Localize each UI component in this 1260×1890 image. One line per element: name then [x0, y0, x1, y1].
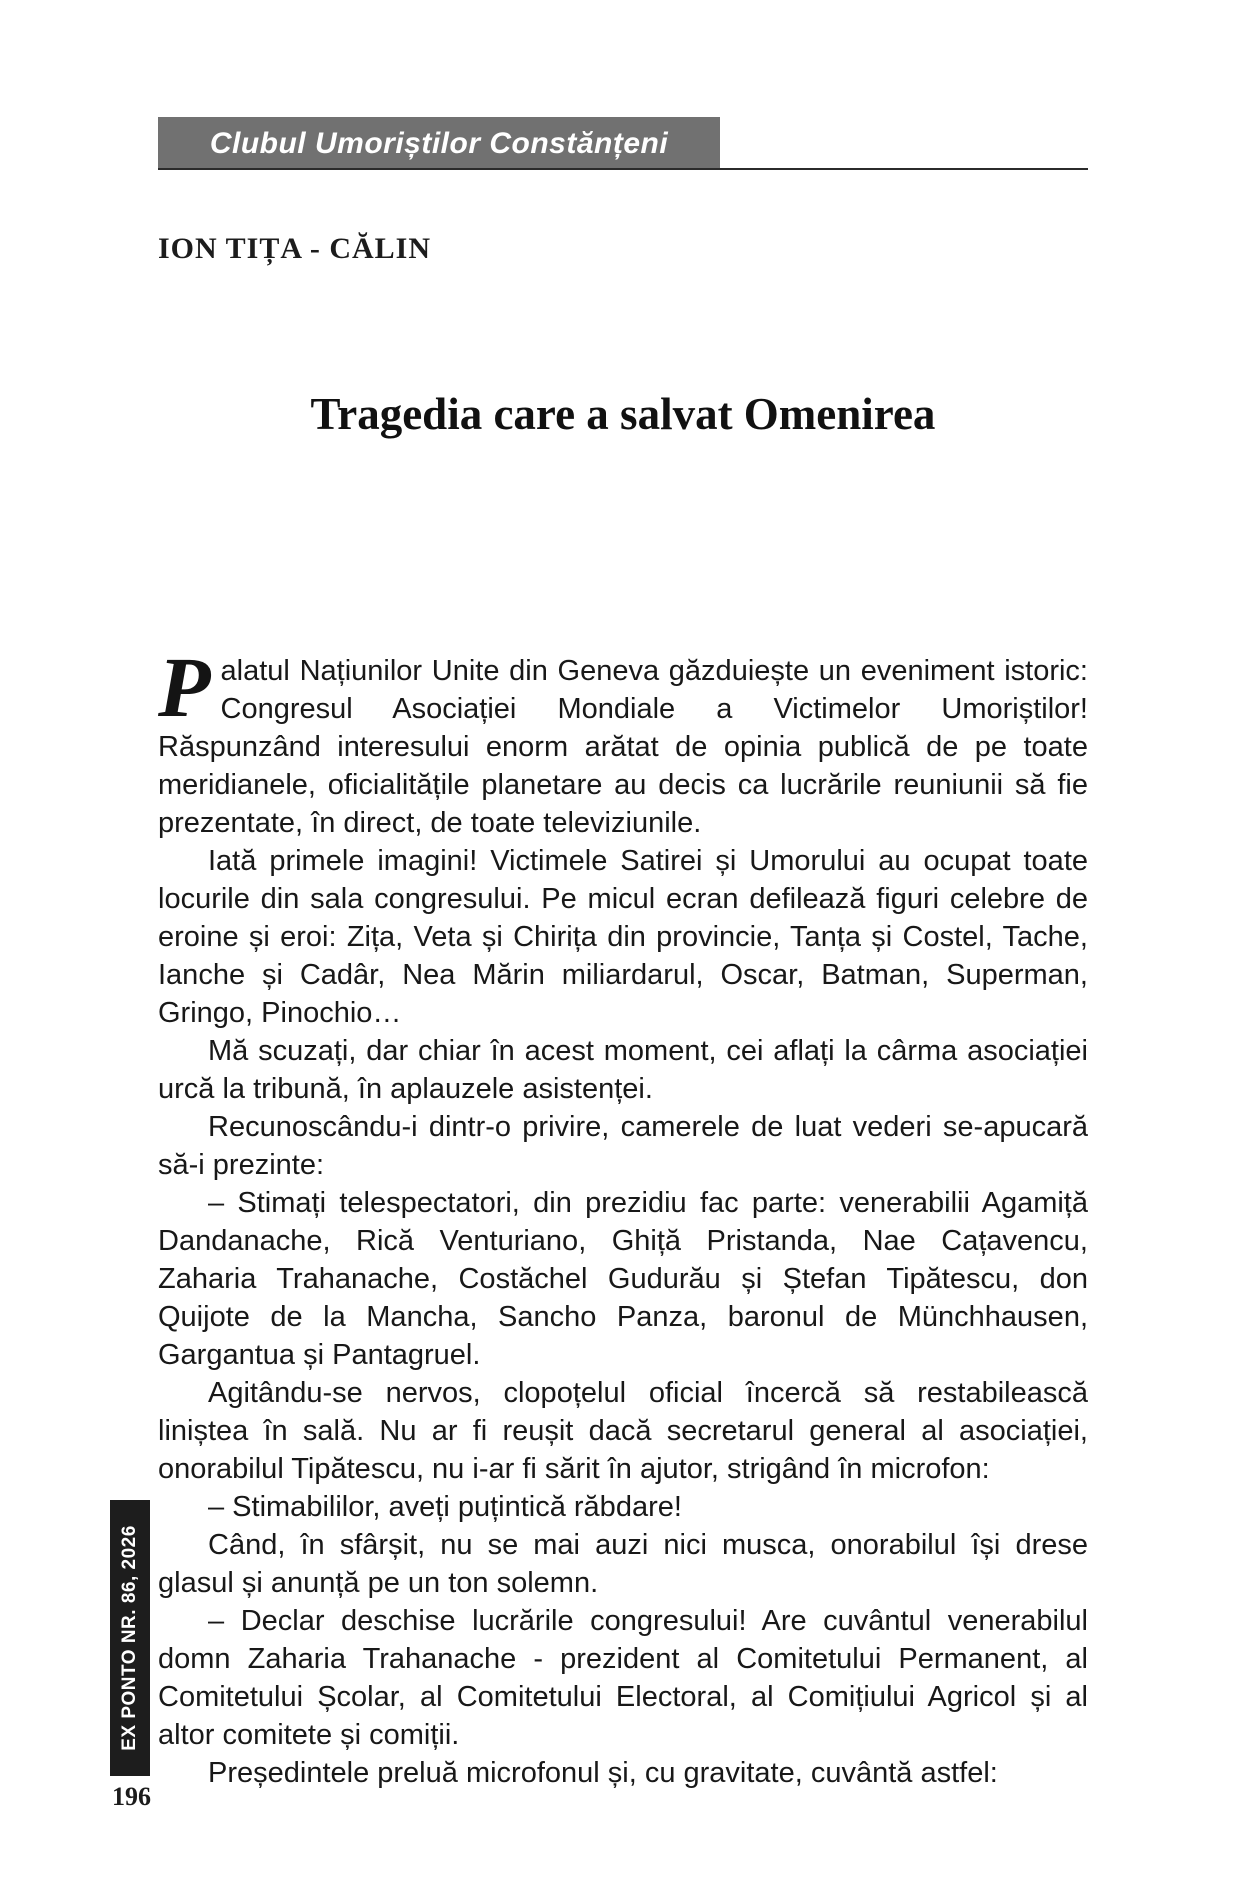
paragraph: – Stimați telespectatori, din prezidiu fac parte: venerabilii Agamiță Dandanache, Rică Venturiano, Ghiță Pristanda, Nae Cațavencu, Zaharia Trahanache, Costăchel Gudurău și Ștefan Tipătescu, don Quijote de la Mancha, Sancho Panza, baronul de Münchhausen, Gargantua și Pantagruel. [158, 1187, 1088, 1371]
journal-spine-label: EX PONTO NR. 86, 2026 [119, 1525, 141, 1751]
page-number: 196 [112, 1782, 151, 1811]
paragraph-text: alatul Națiunilor Unite din Geneva găzduiește un eveniment istoric: Congresul Asociației Mondiale a Victimelor Umoriștilor! Răspunzând interesului enorm arătat de opinia publică de pe toate meridianele, oficialitățile planetare au decis ca lucrările reuniunii să fie prezentate, în direct, de toate televiziunile. [158, 655, 1088, 839]
author-name: ION TIȚA - CĂLIN [158, 232, 432, 265]
paragraph: Președintele preluă microfonul și, cu gravitate, cuvântă astfel: [208, 1757, 998, 1789]
header-rule [158, 168, 1088, 170]
paragraph: – Stimabililor, aveți puțintică răbdare! [208, 1491, 682, 1523]
paragraph: Agitându-se nervos, clopoțelul oficial încercă să restabilească liniștea în sală. Nu ar fi reușit dacă secretarul general al asociației, onorabilul Tipătescu, nu i-ar fi sărit în ajutor, strigând în microfon: [158, 1377, 1088, 1485]
header-banner-label: Clubul Umoriștilor Constănțeni [209, 126, 669, 160]
article-body [158, 639, 1088, 1792]
paragraph: Când, în sfârșit, nu se mai auzi nici musca, onorabilul își drese glasul și anunță pe un ton solemn. [158, 1529, 1088, 1599]
journal-spine-bar [110, 1500, 150, 1776]
drop-cap: P [158, 639, 211, 735]
header-banner [158, 117, 720, 170]
paragraph: Recunoscându-i dintr-o privire, camerele de luat vederi se-apucară să-i prezinte: [158, 1111, 1088, 1181]
paragraph: Mă scuzați, dar chiar în acest moment, cei aflați la cârma asociației urcă la tribună, în aplauzele asistenței. [158, 1035, 1088, 1105]
article-title: Tragedia care a salvat Omenirea [310, 389, 936, 439]
paragraph [158, 639, 1088, 842]
paragraph: – Declar deschise lucrările congresului! Are cuvântul venerabilul domn Zaharia Trahanache - prezident al Comitetului Permanent, al Comitetului Școlar, al Comitetului Electoral, al Comițiului Agricol și al altor comitete și comiții. [158, 1605, 1088, 1751]
paragraph: Iată primele imagini! Victimele Satirei și Umorului au ocupat toate locurile din sala congresului. Pe micul ecran defilează figuri celebre de eroine și eroi: Zița, Veta și Chirița din provincie, Tanța și Costel, Tache, Ianche și Cadâr, Nea Mărin miliardarul, Oscar, Batman, Superman, Gringo, Pinochio… [158, 845, 1088, 1029]
